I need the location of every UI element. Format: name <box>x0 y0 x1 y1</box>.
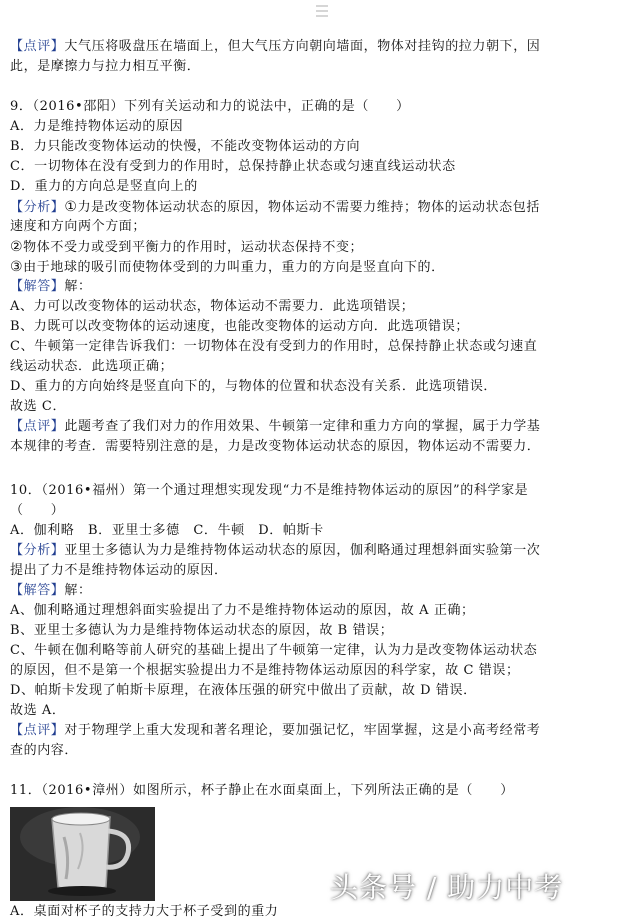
line-text: 对于物理学上重大发现和著名理论，要加强记忆，牢固掌握，这是小高考经常考 <box>64 723 541 738</box>
line-text: 力是改变物体运动状态的原因，物体运动不需要力维持；物体的运动状态包括 <box>77 200 540 215</box>
analysis-line <box>10 562 634 580</box>
answer-line <box>10 662 634 680</box>
line-text: 由于地球的吸引而使物体受到的力叫重力，重力的方向是竖直向下的． <box>23 260 445 275</box>
answer-choice <box>10 398 634 416</box>
answer-choice <box>10 702 634 720</box>
comment-line <box>10 722 634 740</box>
line-text: C、牛顿第一定律告诉我们：一切物体在没有受到力的作用时，总保持静止状态或匀速直 <box>10 339 538 354</box>
answer-line <box>10 582 634 600</box>
circled-number: ① <box>64 199 78 215</box>
line-text: B、力既可以改变物体的运动速度，也能改变物体的运动方向．此选项错误； <box>10 319 469 334</box>
option-line <box>10 118 634 136</box>
option-line <box>10 178 634 196</box>
line-text: 故选 A． <box>10 703 66 718</box>
line-text: A、伽利略通过理想斜面实验提出了力不是维持物体运动的原因，故 A 正确； <box>10 603 475 618</box>
line-text: （ ） <box>10 503 65 518</box>
line-text: B．力只能改变物体运动的快慢，不能改变物体运动的方向 <box>10 139 361 154</box>
line-text: 11．（2016•漳州）如图所示，杯子静止在水面桌面上，下列所法正确的是（ ） <box>10 783 514 798</box>
section-tag: 【分析】 <box>10 543 65 558</box>
analysis-line <box>10 258 634 277</box>
line-text: 故选 C． <box>10 399 67 414</box>
question-11-stem <box>10 782 634 800</box>
line-text: A、力可以改变物体的运动状态，物体运动不需要力．此选项错误； <box>10 299 415 314</box>
line-text: D、帕斯卡发现了帕斯卡原理，在液体压强的研究中做出了贡献，故 D 错误． <box>10 683 477 698</box>
line-text: 解： <box>64 583 92 598</box>
question-10-stem <box>10 482 634 500</box>
analysis-line <box>10 238 634 257</box>
section-tag: 【解答】 <box>10 583 65 598</box>
section-tag: 【解答】 <box>10 279 65 294</box>
comment-line <box>10 742 634 760</box>
answer-line <box>10 682 634 700</box>
answer-line <box>10 278 634 296</box>
line-text: 提出了力不是维持物体运动的原因． <box>10 563 228 578</box>
page-top-mark <box>316 2 328 20</box>
line-text: 亚里士多德认为力是维持物体运动状态的原因，伽利略通过理想斜面实验第一次 <box>64 543 541 558</box>
answer-line <box>10 338 634 356</box>
line-text: 9．（2016•邵阳）下列有关运动和力的说法中，正确的是（ ） <box>10 99 410 114</box>
option-line <box>10 138 634 156</box>
line-text: 此题考查了我们对力的作用效果、牛顿第一定律和重力方向的掌握，属于力学基 <box>64 419 541 434</box>
analysis-line <box>10 542 634 560</box>
option-line <box>10 158 634 176</box>
line-text: 本规律的考查．需要特别注意的是，力是改变物体运动状态的原因，物体运动不需要力． <box>10 439 541 454</box>
answer-line <box>10 358 634 376</box>
line-text: A．伽利略 B．亚里士多德 C．牛顿 D．帕斯卡 <box>10 523 324 538</box>
answer-line <box>10 298 634 316</box>
section-tag: 【分析】 <box>10 200 65 215</box>
option-line <box>10 522 634 540</box>
watermark-text: 头条号 / 助力中考 <box>330 871 564 904</box>
answer-line <box>10 622 634 640</box>
line-text: C、牛顿在伽利略等前人研究的基础上提出了牛顿第一定律，认为力是改变物体运动状态 <box>10 643 538 658</box>
line-text: C．一切物体在没有受到力的作用时，总保持静止状态或匀速直线运动状态 <box>10 159 456 174</box>
answer-line <box>10 602 634 620</box>
section-tag: 【点评】 <box>10 723 65 738</box>
text-line <box>10 38 634 56</box>
circled-number: ③ <box>10 259 24 275</box>
line-text: 的原因，但不是第一个根据实验提出力不是维持物体运动原因的科学家，故 C 错误； <box>10 663 520 678</box>
line-text: A．力是维持物体运动的原因 <box>10 119 184 134</box>
answer-line <box>10 378 634 396</box>
question-9-stem <box>10 98 634 116</box>
line-text: D、重力的方向始终是竖直向下的，与物体的位置和状态没有关系．此选项错误． <box>10 379 498 394</box>
comment-line <box>10 418 634 436</box>
line-text: 查的内容． <box>10 743 79 758</box>
cup-icon <box>10 807 155 901</box>
question-10-stem <box>10 502 634 520</box>
line-text: A．桌面对杯子的支持力大于杯子受到的重力 <box>10 904 279 919</box>
line-text: 线运动状态．此选项正确； <box>10 359 174 374</box>
line-text: 10．（2016•福州）第一个通过理想实现发现“力不是维持物体运动的原因”的科学家是 <box>10 483 529 498</box>
analysis-line <box>10 198 634 217</box>
circled-number: ② <box>10 239 24 255</box>
line-text: D．重力的方向总是竖直向上的 <box>10 179 198 194</box>
section-tag: 【点评】 <box>10 39 65 54</box>
cup-photo <box>10 807 155 901</box>
section-tag: 【点评】 <box>10 419 65 434</box>
line-text: 大气压将吸盘压在墙面上，但大气压方向朝向墙面，物体对挂钩的拉力朝下，因 <box>64 39 541 54</box>
line-text: B、亚里士多德认为力是维持物体运动状态的原因，故 B 错误； <box>10 623 394 638</box>
analysis-line <box>10 218 634 236</box>
line-text: 速度和方向两个方面； <box>10 219 147 234</box>
text-line <box>10 58 634 76</box>
line-text: 此，是摩擦力与拉力相互平衡． <box>10 59 201 74</box>
answer-line <box>10 318 634 336</box>
line-text: 解： <box>64 279 92 294</box>
comment-line <box>10 438 634 456</box>
line-text: 物体不受力或受到平衡力的作用时，运动状态保持不变； <box>23 240 364 255</box>
answer-line <box>10 642 634 660</box>
